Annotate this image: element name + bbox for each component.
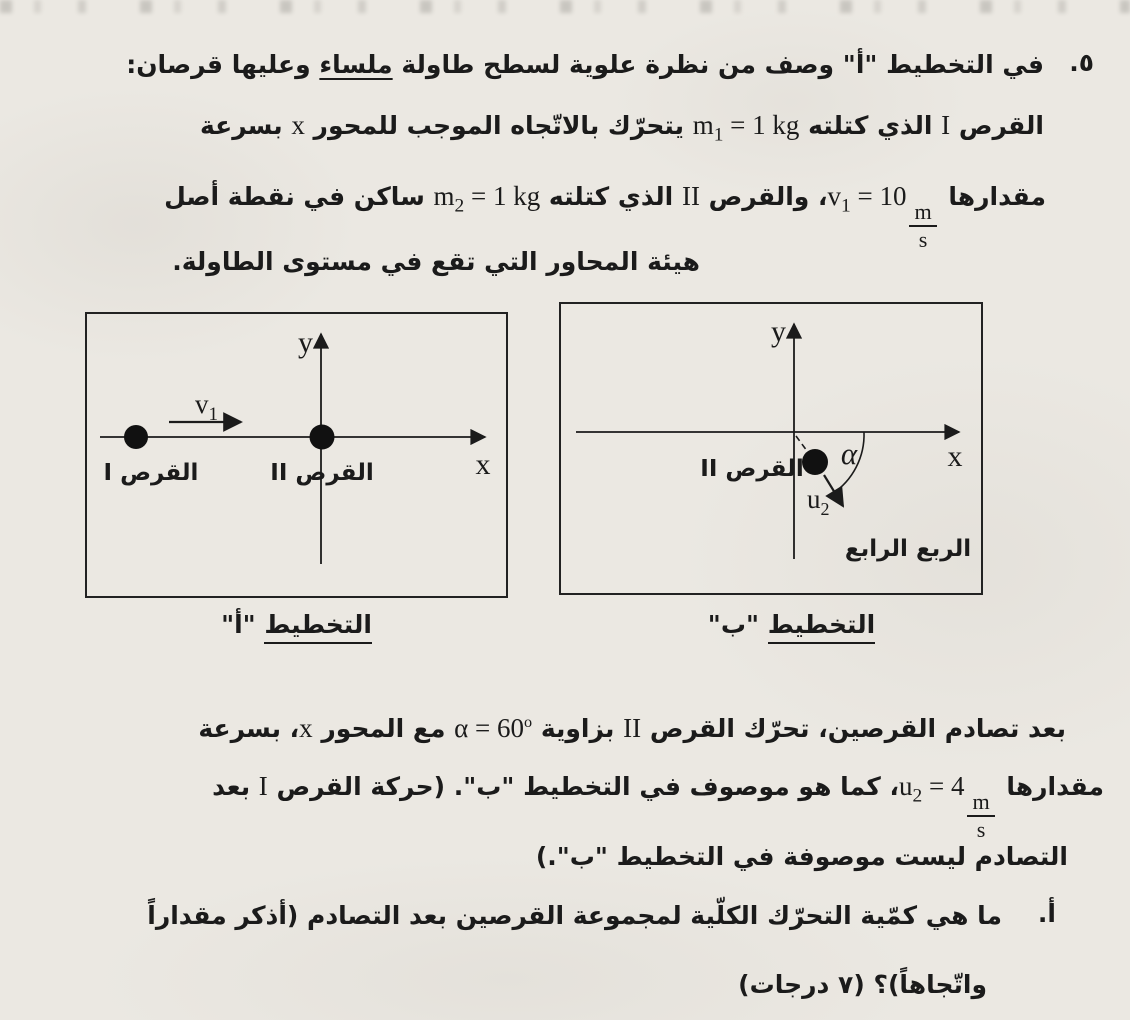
text-run: مقدارها	[939, 182, 1046, 211]
disc-2	[310, 425, 335, 450]
diagram-b-caption: التخطيط "ب"	[580, 610, 1003, 639]
scan-artifact-top	[0, 0, 1130, 13]
text-run: الذي كتلته	[540, 182, 682, 211]
question-number: ٥.	[1069, 48, 1094, 77]
formula-u2: $u_2 = 4$ $\frac{m}{s}$	[899, 771, 998, 801]
problem-line-1	[126, 48, 1044, 82]
x-axis-symbol: x	[299, 713, 313, 743]
v1-label: $v_1$	[195, 389, 218, 425]
text-run: بزاوية	[532, 714, 624, 743]
diagram-b	[559, 302, 983, 595]
y-axis-label: y	[771, 315, 786, 348]
diagram-a	[85, 312, 508, 598]
disc-I-numeral: I	[941, 110, 951, 140]
text-run: مع المحور	[312, 714, 455, 743]
formula-m1: $m_1 = 1$ kg	[692, 110, 800, 146]
y-axis-label: y	[298, 326, 313, 359]
problem-line-7: التصادم ليست موصوفة في التخطيط "ب".)	[535, 842, 1068, 871]
fraction-m-over-s: $\frac{m}{s}$	[909, 200, 936, 252]
text-run: ، بسرعة	[198, 714, 300, 743]
fraction-m-over-s: $\frac{m}{s}$	[967, 790, 994, 842]
u2-label: $u_2$	[807, 484, 830, 519]
disc-II-numeral: II	[623, 713, 642, 743]
underlined-smooth-word: ملساء	[319, 50, 393, 79]
formula-alpha: $\alpha = 60^o$	[454, 713, 533, 743]
disc-2	[802, 449, 828, 475]
text-run: ، والقرص	[699, 182, 828, 211]
x-axis-symbol: x	[291, 110, 305, 140]
disc-1	[124, 425, 148, 449]
problem-line-3	[164, 168, 1046, 252]
alpha-label: α	[840, 436, 858, 471]
text-run: القرص	[950, 111, 1044, 140]
text-run: بسرعة	[200, 111, 292, 140]
formula-v1: $v_1 = 10$ $\frac{m}{s}$	[828, 181, 940, 211]
disc-2-label: القرص II	[270, 460, 374, 486]
diagram-a-svg	[87, 314, 506, 596]
x-axis-label: x	[947, 440, 963, 473]
text-run: بعد	[212, 772, 259, 801]
problem-line-6	[212, 758, 1104, 842]
x-axis-label: x	[475, 448, 491, 481]
problem-line-5	[198, 705, 1066, 746]
diagram-a-caption: التخطيط "أ"	[85, 610, 508, 639]
text-run: ، كما هو موصوف في التخطيط "ب". (حركة القرص	[267, 772, 900, 801]
fourth-quadrant-label: الربع الرابع	[844, 536, 972, 562]
text-run: بعد تصادم القرصين، تحرّك القرص	[641, 714, 1066, 743]
item-a-line-1: ما هي كمّية التحرّك الكلّية لمجموعة القرصين بعد التصادم (أذكر مقداراً	[147, 901, 1002, 930]
problem-line-4: هيئة المحاور التي تقع في مستوى الطاولة.	[172, 247, 700, 276]
problem-line-2	[200, 108, 1044, 152]
disc-1-label: القرص I	[103, 460, 199, 486]
disc-II-numeral: II	[681, 181, 700, 211]
text-run: يتحرّك بالاتّجاه الموجب للمحور	[304, 111, 693, 140]
text-run: الذي كتلته	[799, 111, 942, 140]
disc-I-numeral: I	[258, 771, 268, 801]
formula-m2: $m_2 = 1$ kg	[433, 181, 541, 217]
disc-2-label: القرص II	[700, 456, 804, 482]
intro-post: وعليها قرصان:	[126, 50, 320, 79]
text-run: ساكن في نقطة أصل	[164, 182, 434, 211]
diagram-b-svg	[561, 304, 981, 593]
item-a-line-2: واتّجاهاً)؟ (٧ درجات)	[738, 970, 987, 999]
intro-pre: في التخطيط "أ" وصف من نظرة علوية لسطح طاولة	[392, 50, 1044, 79]
item-a-marker: أ.	[1037, 899, 1056, 928]
text-run: مقدارها	[997, 772, 1104, 801]
